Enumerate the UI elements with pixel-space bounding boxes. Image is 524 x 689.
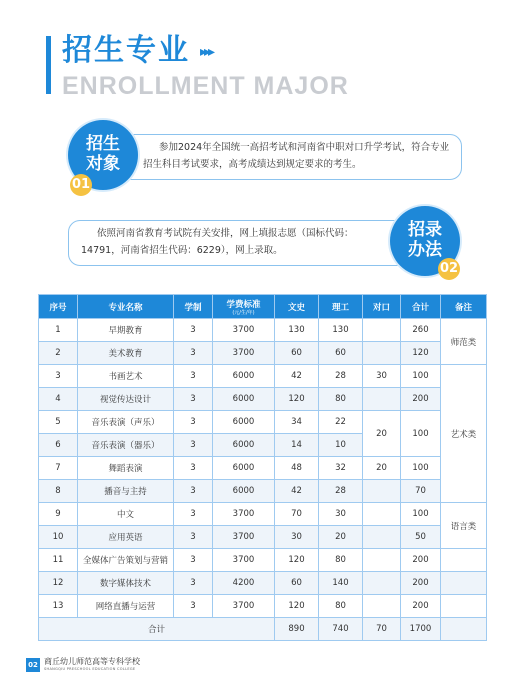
- cell-no: 10: [39, 526, 78, 549]
- cell-note: [441, 618, 487, 641]
- cell-major: 音乐表演（器乐）: [78, 434, 174, 457]
- cell-vocational: [363, 388, 401, 411]
- cell-major: 数字媒体技术: [78, 572, 174, 595]
- header-years: 学制: [174, 295, 213, 319]
- cell-note: 语言类: [441, 503, 487, 549]
- cell-arts: 14: [275, 434, 319, 457]
- cell-years: 3: [174, 526, 213, 549]
- school-name: 商丘幼儿师范高等专科学校: [44, 657, 140, 666]
- cell-vocational: [363, 595, 401, 618]
- cell-note: 师范类: [441, 319, 487, 365]
- cell-science: 20: [319, 526, 363, 549]
- cell-fee: 6000: [213, 365, 275, 388]
- cell-arts: 120: [275, 549, 319, 572]
- cell-fee: 6000: [213, 480, 275, 503]
- cell-arts: 48: [275, 457, 319, 480]
- cell-major: 早期教育: [78, 319, 174, 342]
- cell-fee: 3700: [213, 503, 275, 526]
- header-fee: [213, 295, 275, 319]
- cell-vocational: [363, 319, 401, 342]
- cell-note: 艺术类: [441, 365, 487, 503]
- cell-arts: 120: [275, 595, 319, 618]
- cell-arts: 60: [275, 572, 319, 595]
- cell-vocational: 20: [363, 457, 401, 480]
- cell-arts: 30: [275, 526, 319, 549]
- cell-total: 100: [401, 411, 441, 457]
- title-accent-bar: [46, 36, 51, 94]
- cell-years: 3: [174, 388, 213, 411]
- cell-total: 200: [401, 549, 441, 572]
- table-row: [39, 319, 487, 342]
- table-row: [39, 388, 487, 411]
- badge-line: 招生: [86, 134, 120, 154]
- header-note: 备注: [441, 295, 487, 319]
- cell-years: 3: [174, 342, 213, 365]
- cell-arts: 42: [275, 480, 319, 503]
- cell-fee: 3700: [213, 549, 275, 572]
- total-arts: 890: [275, 618, 319, 641]
- badge-line: 对象: [86, 154, 120, 174]
- cell-total: 120: [401, 342, 441, 365]
- header-vocational: 对口: [363, 295, 401, 319]
- cell-total: 100: [401, 457, 441, 480]
- enrollment-target-text: 参加2024年全国统一高招考试和河南省中职对口升学考试，符合专业招生科目考试要求，高考成绩达到规定要求的考生。: [143, 142, 450, 170]
- cell-no: 11: [39, 549, 78, 572]
- page-title: 招生专业: [62, 33, 190, 68]
- cell-arts: 120: [275, 388, 319, 411]
- cell-science: 22: [319, 411, 363, 434]
- cell-total: 260: [401, 319, 441, 342]
- header-total: 合计: [401, 295, 441, 319]
- cell-major: 全媒体广告策划与营销: [78, 549, 174, 572]
- cell-science: 80: [319, 549, 363, 572]
- table-row: [39, 411, 487, 434]
- cell-total: 200: [401, 572, 441, 595]
- cell-years: 3: [174, 411, 213, 434]
- table-row: [39, 572, 487, 595]
- cell-arts: 34: [275, 411, 319, 434]
- cell-science: 130: [319, 319, 363, 342]
- cell-major: 中文: [78, 503, 174, 526]
- cell-science: 32: [319, 457, 363, 480]
- cell-note: [441, 572, 487, 595]
- cell-total: 50: [401, 526, 441, 549]
- cell-total: 100: [401, 503, 441, 526]
- header-no: 序号: [39, 295, 78, 319]
- cell-science: 10: [319, 434, 363, 457]
- cell-major: 美术教育: [78, 342, 174, 365]
- table-row: [39, 503, 487, 526]
- cell-major: 书画艺术: [78, 365, 174, 388]
- cell-years: 3: [174, 549, 213, 572]
- cell-total: 200: [401, 388, 441, 411]
- cell-vocational: [363, 526, 401, 549]
- cell-science: 28: [319, 365, 363, 388]
- cell-no: 2: [39, 342, 78, 365]
- cell-vocational: 30: [363, 365, 401, 388]
- cell-fee: 6000: [213, 434, 275, 457]
- cell-fee: 3700: [213, 526, 275, 549]
- cell-years: 3: [174, 365, 213, 388]
- total-label: 合计: [39, 618, 275, 641]
- cell-arts: 70: [275, 503, 319, 526]
- total-total: 1700: [401, 618, 441, 641]
- cell-no: 8: [39, 480, 78, 503]
- cell-major: 视觉传达设计: [78, 388, 174, 411]
- cell-years: 3: [174, 503, 213, 526]
- cell-arts: 60: [275, 342, 319, 365]
- cell-arts: 42: [275, 365, 319, 388]
- header-fee-unit: (元/生/年): [232, 309, 255, 316]
- cell-years: 3: [174, 457, 213, 480]
- cell-no: 9: [39, 503, 78, 526]
- cell-no: 13: [39, 595, 78, 618]
- table-row: [39, 480, 487, 503]
- cell-fee: 3700: [213, 319, 275, 342]
- page-number: 02: [26, 658, 40, 672]
- table-total-row: [39, 618, 487, 641]
- cell-major: 应用英语: [78, 526, 174, 549]
- cell-vocational: [363, 503, 401, 526]
- cell-years: 3: [174, 319, 213, 342]
- cell-no: 5: [39, 411, 78, 434]
- cell-vocational: [363, 480, 401, 503]
- cell-major: 舞蹈表演: [78, 457, 174, 480]
- cell-years: 3: [174, 480, 213, 503]
- cell-science: 30: [319, 503, 363, 526]
- cell-major: 网络直播与运营: [78, 595, 174, 618]
- cell-total: 100: [401, 365, 441, 388]
- admission-method-box: [68, 220, 418, 266]
- header-fee-label: 学费标准: [226, 299, 261, 310]
- cell-total: 70: [401, 480, 441, 503]
- cell-no: 4: [39, 388, 78, 411]
- cell-vocational: [363, 342, 401, 365]
- badge-line: 办法: [408, 240, 442, 260]
- chevron-right-icon: ▸▸▸: [200, 44, 213, 60]
- table-row: [39, 342, 487, 365]
- badge-line: 招录: [408, 220, 442, 240]
- cell-no: 6: [39, 434, 78, 457]
- cell-no: 3: [39, 365, 78, 388]
- cell-note: [441, 595, 487, 618]
- school-name-en: SHANGQIU PRESCHOOL EDUCATION COLLEGE: [44, 667, 136, 671]
- total-science: 740: [319, 618, 363, 641]
- section-number: 01: [70, 174, 92, 196]
- cell-vocational: [363, 572, 401, 595]
- cell-fee: 6000: [213, 457, 275, 480]
- enrollment-table: [38, 294, 487, 641]
- cell-arts: 130: [275, 319, 319, 342]
- cell-vocational: [363, 549, 401, 572]
- enrollment-target-box: [108, 134, 462, 180]
- cell-years: 3: [174, 572, 213, 595]
- table-row: [39, 365, 487, 388]
- cell-fee: 3700: [213, 595, 275, 618]
- cell-years: 3: [174, 595, 213, 618]
- table-row: [39, 526, 487, 549]
- header-arts: 文史: [275, 295, 319, 319]
- section-number: 02: [438, 258, 460, 280]
- cell-science: 140: [319, 572, 363, 595]
- cell-science: 80: [319, 388, 363, 411]
- cell-science: 28: [319, 480, 363, 503]
- cell-no: 12: [39, 572, 78, 595]
- page-subtitle-en: ENROLLMENT MAJOR: [62, 72, 349, 100]
- cell-major: 播音与主持: [78, 480, 174, 503]
- total-vocational: 70: [363, 618, 401, 641]
- cell-vocational: 20: [363, 411, 401, 457]
- cell-science: 80: [319, 595, 363, 618]
- cell-fee: 3700: [213, 342, 275, 365]
- cell-science: 60: [319, 342, 363, 365]
- cell-total: 200: [401, 595, 441, 618]
- cell-fee: 4200: [213, 572, 275, 595]
- header-major: 专业名称: [78, 295, 174, 319]
- table-row: [39, 457, 487, 480]
- cell-no: 1: [39, 319, 78, 342]
- cell-fee: 6000: [213, 388, 275, 411]
- header-science: 理工: [319, 295, 363, 319]
- table-header-row: [39, 295, 487, 319]
- cell-major: 音乐表演（声乐）: [78, 411, 174, 434]
- cell-years: 3: [174, 434, 213, 457]
- table-row: [39, 595, 487, 618]
- cell-note: [441, 549, 487, 572]
- table-row: [39, 549, 487, 572]
- admission-method-text: 依照河南省教育考试院有关安排，网上填报志愿（国标代码：14791，河南省招生代码：6229），网上录取。: [81, 228, 354, 256]
- cell-fee: 6000: [213, 411, 275, 434]
- cell-no: 7: [39, 457, 78, 480]
